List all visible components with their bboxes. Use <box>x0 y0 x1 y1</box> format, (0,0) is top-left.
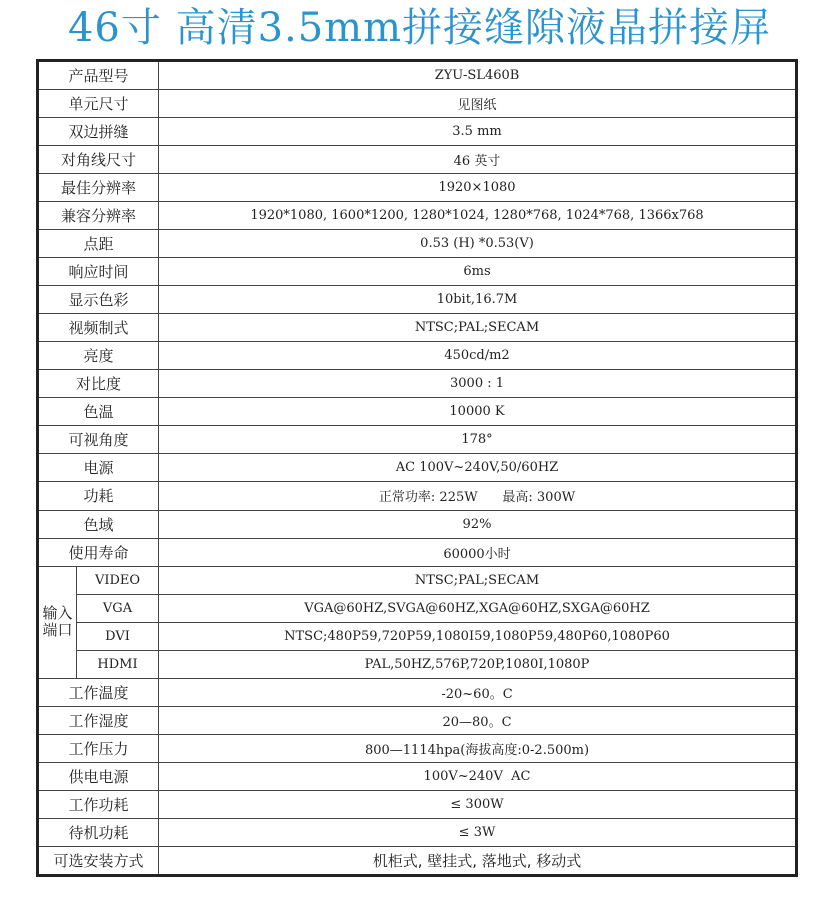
row-label: 工作压力 <box>38 734 159 762</box>
input-port-label: HDMI <box>77 650 159 678</box>
row-label: 工作湿度 <box>38 706 159 734</box>
row-label: 亮度 <box>38 342 159 370</box>
row-label: 可选安装方式 <box>38 846 159 875</box>
table-row <box>38 650 797 678</box>
row-value: 20—80。C <box>159 706 797 734</box>
row-value: 3000 : 1 <box>159 370 797 398</box>
row-label: 兼容分辨率 <box>38 202 159 230</box>
row-value: 6ms <box>159 258 797 286</box>
table-row <box>38 286 797 314</box>
row-value: 机柜式, 壁挂式, 落地式, 移动式 <box>159 846 797 875</box>
table-row <box>38 846 797 875</box>
table-row <box>38 398 797 426</box>
row-label: 对角线尺寸 <box>38 146 159 174</box>
table-row <box>38 734 797 762</box>
input-port-group-label: 输入端口 <box>38 566 77 678</box>
row-label: 最佳分辨率 <box>38 174 159 202</box>
row-label: 产品型号 <box>38 61 159 90</box>
row-label: 工作温度 <box>38 678 159 706</box>
row-value: 46 英寸 <box>159 146 797 174</box>
table-row <box>38 594 797 622</box>
row-value: 178° <box>159 426 797 454</box>
table-row <box>38 622 797 650</box>
row-value: 10000 K <box>159 398 797 426</box>
row-value: 800—1114hpa(海拔高度:0-2.500m) <box>159 734 797 762</box>
row-value: 92% <box>159 510 797 538</box>
table-row <box>38 174 797 202</box>
input-port-value: PAL,50HZ,576P,720P,1080I,1080P <box>159 650 797 678</box>
table-row <box>38 61 797 90</box>
spec-table <box>36 59 798 877</box>
row-label: 电源 <box>38 454 159 482</box>
row-label: 双边拼缝 <box>38 118 159 146</box>
table-row <box>38 566 797 594</box>
row-label: 待机功耗 <box>38 818 159 846</box>
table-row <box>38 90 797 118</box>
row-label: 使用寿命 <box>38 538 159 566</box>
table-row <box>38 790 797 818</box>
row-value: -20~60。C <box>159 678 797 706</box>
row-value: ≤ 300W <box>159 790 797 818</box>
row-value: 1920×1080 <box>159 174 797 202</box>
input-port-value: NTSC;480P59,720P59,1080I59,1080P59,480P60,1080P60 <box>159 622 797 650</box>
input-port-label: VGA <box>77 594 159 622</box>
row-label: 供电电源 <box>38 762 159 790</box>
row-value: ≤ 3W <box>159 818 797 846</box>
table-row <box>38 426 797 454</box>
row-label: 对比度 <box>38 370 159 398</box>
row-value: 见图纸 <box>159 90 797 118</box>
row-value: AC 100V~240V,50/60HZ <box>159 454 797 482</box>
row-value: 0.53 (H) *0.53(V) <box>159 230 797 258</box>
row-value: ZYU-SL460B <box>159 61 797 90</box>
row-value: 60000小时 <box>159 538 797 566</box>
table-row <box>38 706 797 734</box>
table-row <box>38 230 797 258</box>
page-title: 46寸 高清3.5mm拼接缝隙液晶拼接屏 <box>67 5 772 51</box>
row-value: 450cd/m2 <box>159 342 797 370</box>
row-label: 可视角度 <box>38 426 159 454</box>
table-row <box>38 314 797 342</box>
row-label: 单元尺寸 <box>38 90 159 118</box>
row-label: 显示色彩 <box>38 286 159 314</box>
row-value: 3.5 mm <box>159 118 797 146</box>
table-row <box>38 370 797 398</box>
row-label: 工作功耗 <box>38 790 159 818</box>
table-row <box>38 454 797 482</box>
table-row <box>38 678 797 706</box>
row-label: 视频制式 <box>38 314 159 342</box>
table-row <box>38 202 797 230</box>
table-row <box>38 482 797 510</box>
table-row <box>38 146 797 174</box>
input-port-label: VIDEO <box>77 566 159 594</box>
input-port-value: VGA@60HZ,SVGA@60HZ,XGA@60HZ,SXGA@60HZ <box>159 594 797 622</box>
table-row <box>38 258 797 286</box>
table-row <box>38 118 797 146</box>
row-value: NTSC;PAL;SECAM <box>159 314 797 342</box>
row-label: 色温 <box>38 398 159 426</box>
row-value: 正常功率: 225W 最高: 300W <box>159 482 797 510</box>
input-port-label: DVI <box>77 622 159 650</box>
row-value: 1920*1080, 1600*1200, 1280*1024, 1280*768, 1024*768, 1366x768 <box>159 202 797 230</box>
table-row <box>38 762 797 790</box>
row-label: 功耗 <box>38 482 159 510</box>
input-port-value: NTSC;PAL;SECAM <box>159 566 797 594</box>
table-row <box>38 342 797 370</box>
row-value: 10bit,16.7M <box>159 286 797 314</box>
table-row <box>38 538 797 566</box>
table-row <box>38 818 797 846</box>
row-label: 响应时间 <box>38 258 159 286</box>
row-label: 色域 <box>38 510 159 538</box>
table-row <box>38 510 797 538</box>
row-value: 100V~240V AC <box>159 762 797 790</box>
row-label: 点距 <box>38 230 159 258</box>
